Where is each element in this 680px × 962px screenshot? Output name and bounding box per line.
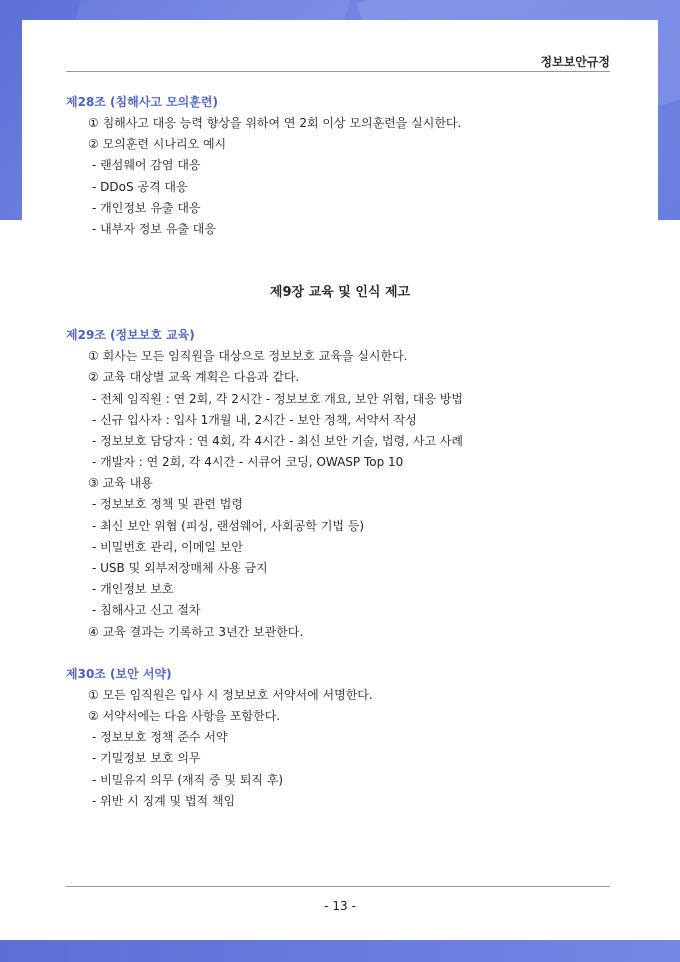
- sub-item: - 침해사고 신고 절차: [92, 603, 201, 618]
- sub-item: - 랜섬웨어 감염 대응: [92, 158, 201, 173]
- sub-item: - 기밀정보 보호 의무: [92, 751, 201, 766]
- sub-item: - 정보보호 정책 준수 서약: [92, 730, 228, 745]
- clause: ② 모의훈련 시나리오 예시: [88, 137, 227, 152]
- sub-item: - 정보보호 정책 및 관련 법령: [92, 497, 243, 512]
- document-page: [22, 20, 658, 940]
- clause: ③ 교육 내용: [88, 476, 153, 491]
- clause: ② 교육 대상별 교육 계획은 다음과 같다.: [88, 370, 300, 385]
- article-title: 제30조 (보안 서약): [66, 666, 172, 681]
- sub-item: - 내부자 정보 유출 대응: [92, 221, 216, 236]
- sub-item: - 비밀번호 관리, 이메일 보안: [92, 539, 243, 554]
- sub-item: - 개인정보 보호: [92, 582, 174, 597]
- header-divider: [66, 71, 610, 72]
- sub-item: - 비밀유지 의무 (재직 중 및 퇴직 후): [92, 772, 284, 787]
- sub-item: - 전체 임직원 : 연 2회, 각 2시간 - 정보보호 개요, 보안 위협, 대응 방법: [92, 391, 464, 406]
- sub-item: - 위반 시 징계 및 법적 책임: [92, 793, 236, 808]
- page-content: [66, 92, 614, 812]
- article-28: [66, 92, 614, 240]
- sub-item: - DDoS 공격 대응: [92, 179, 188, 194]
- sub-item: - 신규 입사자 : 입사 1개월 내, 2시간 - 보안 정책, 서약서 작성: [92, 412, 417, 427]
- clause: ① 모든 임직원은 입사 시 정보보호 서약서에 서명한다.: [88, 687, 373, 702]
- sub-item: - 정보보호 담당자 : 연 4회, 각 4시간 - 최신 보안 기술, 법령, 사고 사례: [92, 433, 464, 448]
- sub-item: - 개발자 : 연 2회, 각 4시간 - 시큐어 코딩, OWASP Top 10: [92, 455, 404, 470]
- sub-item: - 최신 보안 위협 (피싱, 랜섬웨어, 사회공학 기법 등): [92, 518, 365, 533]
- article-title: 제28조 (침해사고 모의훈련): [66, 95, 218, 109]
- header-title: 정보보안규정: [540, 55, 610, 69]
- clause: ① 침해사고 대응 능력 향상을 위하여 연 2회 이상 모의훈련을 실시한다.: [88, 116, 462, 130]
- footer-divider: [66, 886, 610, 887]
- sub-item: - USB 및 외부저장매체 사용 금지: [92, 561, 268, 575]
- clause: ② 서약서에는 다음 사항을 포함한다.: [88, 708, 281, 723]
- sub-item: - 개인정보 유출 대응: [92, 200, 201, 215]
- clause: ④ 교육 결과는 기록하고 3년간 보관한다.: [88, 624, 304, 639]
- article-30: [66, 664, 614, 812]
- article-29: [66, 325, 614, 643]
- background-bottom-band: [0, 940, 680, 962]
- chapter-heading: 제9장 교육 및 인식 제고: [269, 285, 411, 301]
- clause: ① 회사는 모든 임직원을 대상으로 정보보호 교육을 실시한다.: [88, 349, 408, 364]
- page-number: - 13 -: [324, 899, 356, 913]
- article-title: 제29조 (정보보호 교육): [66, 328, 195, 343]
